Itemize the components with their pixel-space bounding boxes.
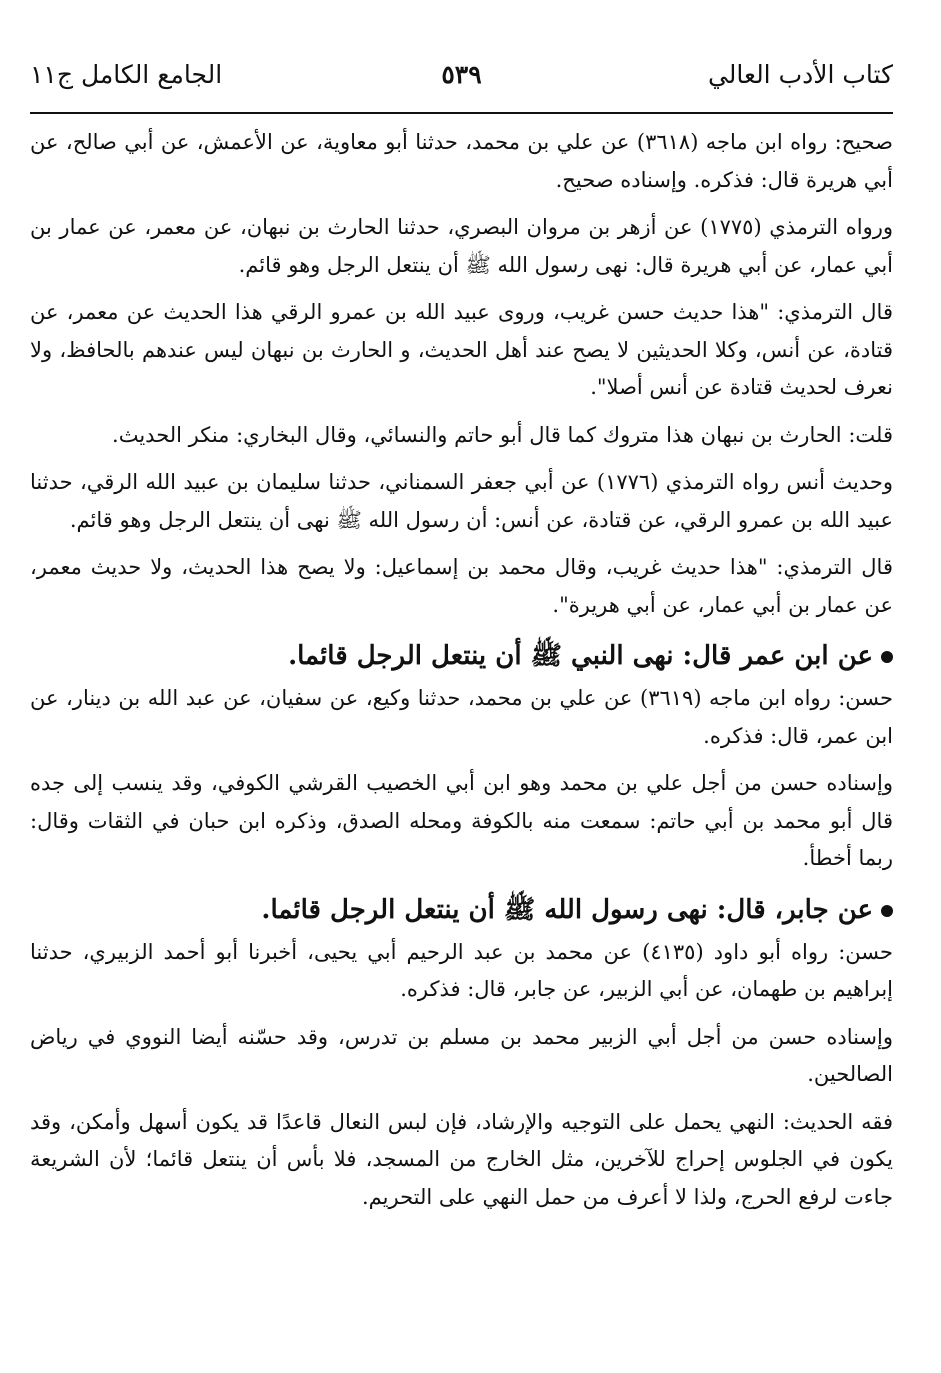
paragraph: وإسناده حسن من أجل علي بن محمد وهو ابن أبي الخصيب القرشي الكوفي، وقد ينسب إلى جده قال أبو محمد بن أبي حاتم: سمعت منه بالكوفة ومحله الصدق، وذكره ابن حبان في الثقات وقال: ربما أخطأ. <box>30 771 893 870</box>
page-header <box>30 60 893 100</box>
paragraph: وإسناده حسن من أجل أبي الزبير محمد بن مسلم بن تدرس، وقد حسّنه أيضا النووي في رياض الصالحين. <box>30 1024 893 1086</box>
page-number: ٥٣٩ <box>441 60 482 89</box>
paragraph: قلت: الحارث بن نبهان هذا متروك كما قال أبو حاتم والنسائي، وقال البخاري: منكر الحديث. <box>112 422 893 447</box>
hadith-heading <box>30 636 893 676</box>
page-body <box>30 124 893 1226</box>
hadith-heading <box>30 890 893 930</box>
paragraph: حسن: رواه ابن ماجه (٣٦١٩) عن علي بن محمد، حدثنا وكيع، عن سفيان، عن عبد الله بن دينار، عن ابن عمر، قال: فذكره. <box>30 686 894 748</box>
header-divider <box>30 112 893 114</box>
paragraph: صحيح: رواه ابن ماجه (٣٦١٨) عن علي بن محمد، حدثنا أبو معاوية، عن الأعمش، عن أبي صالح، عن أبي هريرة قال: فذكره. وإسناده صحيح. <box>30 130 893 192</box>
paragraph: ورواه الترمذي (١٧٧٥) عن أزهر بن مروان البصري، حدثنا الحارث بن نبهان، عن معمر، عن عمار بن أبي عمار، عن أبي هريرة قال: نهى رسول الله ﷺ أن ينتعل الرجل وهو قائم. <box>30 215 893 277</box>
bullet-icon <box>881 651 893 663</box>
hadith-text: عن ابن عمر قال: نهى النبي ﷺ أن ينتعل الرجل قائما. <box>288 641 873 671</box>
bullet-icon <box>881 905 893 917</box>
paragraph: قال الترمذي: "هذا حديث حسن غريب، وروى عبيد الله بن عمرو الرقي هذا الحديث عن معمر، عن قتادة، عن أنس، وكلا الحديثين لا يصح عند أهل الحديث، و الحارث بن نبهان ليس عندهم بالحافظ، ولا نعرف لحديث قتادة عن أنس أصلا". <box>30 300 893 399</box>
hadith-text: عن جابر، قال: نهى رسول الله ﷺ أن ينتعل الرجل قائما. <box>261 894 873 925</box>
book-title: كتاب الأدب العالي <box>707 60 893 89</box>
paragraph: فقه الحديث: النهي يحمل على التوجيه والإرشاد، فإن لبس النعال قاعدًا قد يكون أسهل وأمكن، وقد يكون في الجلوس إحراج للآخرين، مثل الخارج من المسجد، فلا بأس أن ينتعل قائما؛ لأن الشريعة جاءت لرفع الحرج، ولذا لا أعرف من حمل النهي على التحريم. <box>30 1109 893 1209</box>
paragraph: قال الترمذي: "هذا حديث غريب، وقال محمد بن إسماعيل: ولا يصح هذا الحديث، ولا حديث معمر، عن عمار بن أبي عمار، عن أبي هريرة". <box>30 555 893 617</box>
paragraph: وحديث أنس رواه الترمذي (١٧٧٦) عن أبي جعفر السمناني، حدثنا سليمان بن عبيد الله الرقي، حدثنا عبيد الله بن عمرو الرقي، عن قتادة، عن أنس: أن رسول الله ﷺ نهى أن ينتعل الرجل وهو قائم. <box>30 470 893 532</box>
paragraph: حسن: رواه أبو داود (٤١٣٥) عن محمد بن عبد الرحيم أبي يحيى، أخبرنا أبو أحمد الزبيري، حدثنا إبراهيم بن طهمان، عن أبي الزبير، عن جابر، قال: فذكره. <box>30 939 893 1001</box>
volume-title: الجامع الكامل ج١١ <box>30 60 223 89</box>
